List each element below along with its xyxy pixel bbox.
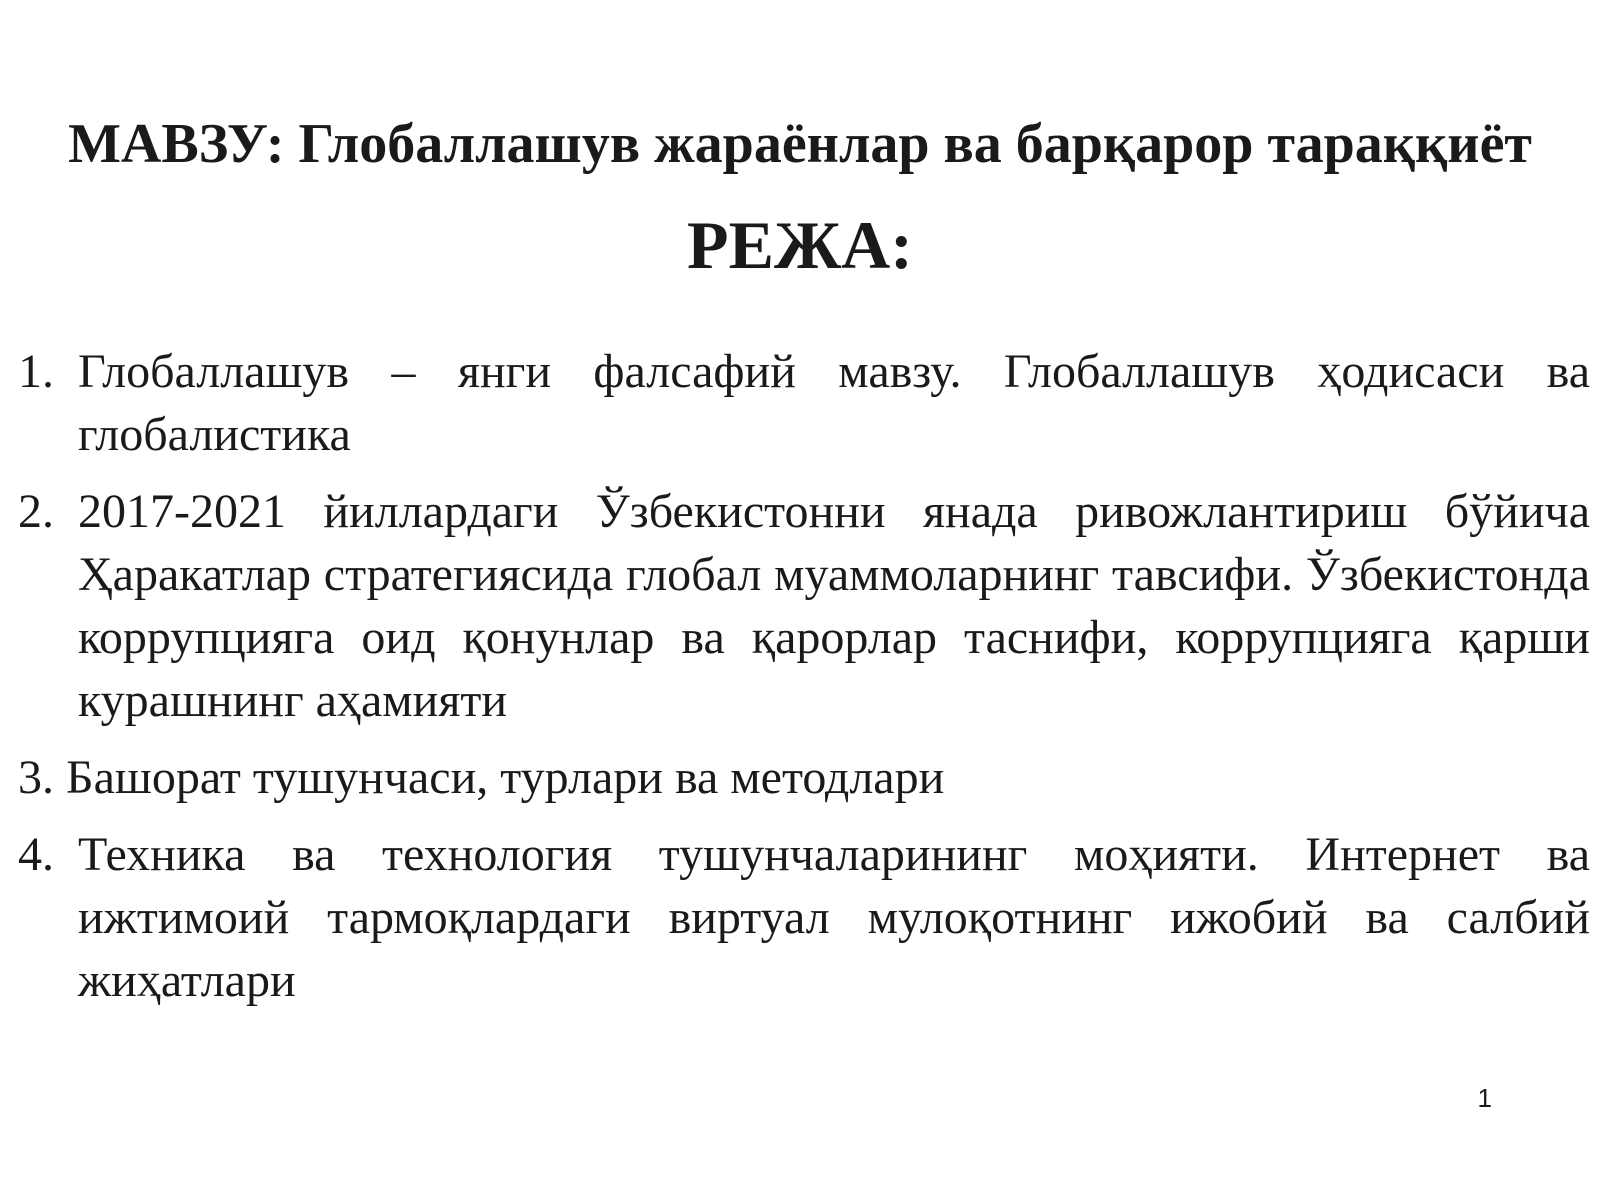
plan-item-number: 4.: [18, 828, 54, 881]
plan-item-4: [18, 823, 1590, 1012]
plan-item-text: Техника ва технология тушунчаларининг моҳияти. Интернет ва ижтимоий тармоқлардаги виртуал мулоқотнинг ижобий ва салбий жиҳатлари: [78, 828, 1590, 1007]
topic-title: МАВЗУ: Глобаллашув жараёнлар ва барқарор тараққиёт: [68, 113, 1532, 175]
plan-item-number: 1.: [18, 345, 54, 398]
plan-item-1: [18, 340, 1590, 466]
plan-list: [18, 340, 1590, 1026]
plan-item-number: 2.: [18, 485, 54, 538]
plan-item-text: Глобаллашув – янги фалсафий мавзу. Глобаллашув ҳодисаси ва глобалистика: [78, 345, 1590, 461]
plan-item-2: [18, 480, 1590, 732]
plan-heading: РЕЖА:: [687, 207, 913, 283]
plan-item-text: Башорат тушунчаси, турлари ва методлари: [66, 751, 945, 804]
plan-item-text: 2017-2021 йиллардаги Ўзбекистонни янада ривожлантириш бўйича Ҳаракатлар стратегиясида глобал муаммоларнинг тавсифи. Ўзбекистонда коррупцияга оид қонунлар ва қарорлар таснифи, коррупцияга қарши курашнинг аҳамияти: [78, 485, 1590, 727]
plan-item-3: [18, 746, 1590, 809]
plan-item-number: 3.: [18, 751, 54, 804]
page-number: 1: [1477, 1083, 1492, 1113]
